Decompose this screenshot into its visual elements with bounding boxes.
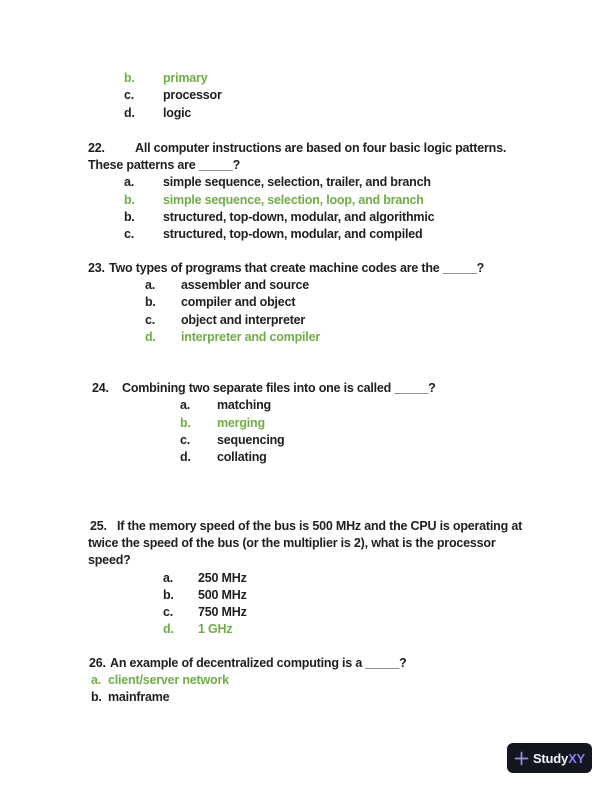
question-line — [88, 157, 572, 174]
question-text: All computer instructions are based on four basic logic patterns. — [135, 140, 507, 155]
question-number: 25. — [90, 518, 107, 533]
option-row — [88, 672, 572, 689]
option-letter: a. — [91, 673, 102, 688]
question-text: An example of decentralized computing is a _____? — [110, 655, 407, 670]
studyxy-logo-badge — [507, 743, 592, 773]
option-text: collating — [217, 450, 267, 465]
question-line — [88, 535, 572, 552]
option-letter: c. — [124, 88, 135, 103]
option-text: structured, top-down, modular, and compiled — [163, 227, 423, 242]
option-text: sequencing — [217, 433, 285, 448]
option-text: object and interpreter — [181, 312, 306, 327]
option-text: structured, top-down, modular, and algorithmic — [163, 210, 435, 225]
option-letter: b. — [124, 210, 135, 225]
option-text: mainframe — [108, 690, 170, 705]
option-row — [88, 226, 572, 243]
option-letter: b. — [124, 71, 135, 85]
option-text: 250 MHz — [198, 570, 247, 585]
quiz-content — [88, 0, 572, 707]
question-line — [88, 552, 572, 569]
option-letter: a. — [180, 398, 191, 413]
option-letter: c. — [180, 433, 191, 448]
question-text: If the memory speed of the bus is 500 MHz and the CPU is operating at — [117, 518, 523, 533]
option-row — [88, 621, 572, 638]
option-text: simple sequence, selection, trailer, and branch — [163, 175, 431, 190]
question-text: Two types of programs that create machine codes are the _____? — [109, 260, 485, 275]
question-line — [88, 518, 572, 535]
option-row — [88, 174, 572, 191]
option-letter: b. — [180, 415, 191, 430]
option-row — [88, 209, 572, 226]
question-text: speed? — [88, 553, 131, 568]
question-line — [88, 140, 572, 157]
question-number: 23. — [88, 260, 105, 275]
option-row — [88, 277, 572, 294]
option-row — [88, 449, 572, 466]
option-text: 1 GHz — [198, 622, 233, 637]
option-text: matching — [217, 398, 271, 413]
brand-wordmark — [533, 751, 585, 766]
plus-icon — [514, 751, 529, 766]
option-letter: c. — [163, 605, 174, 620]
option-text: simple sequence, selection, loop, and branch — [163, 192, 424, 207]
option-letter: b. — [91, 690, 102, 705]
option-row — [88, 312, 572, 329]
option-letter: d. — [163, 622, 174, 637]
option-text: compiler and object — [181, 295, 296, 310]
option-row — [88, 570, 572, 587]
option-row — [88, 397, 572, 414]
option-text: assembler and source — [181, 277, 310, 292]
option-row — [88, 105, 572, 122]
question-number: 26. — [89, 655, 106, 670]
option-text: 500 MHz — [198, 587, 247, 602]
option-letter: c. — [145, 312, 156, 327]
option-text: processor — [163, 88, 222, 103]
brand-study-text: Study — [532, 750, 569, 766]
option-row — [88, 689, 572, 706]
option-letter: a. — [145, 277, 156, 292]
option-text: primary — [163, 71, 208, 85]
question-line — [88, 260, 572, 277]
option-text: 750 MHz — [198, 605, 247, 620]
question-text: These patterns are _____? — [88, 158, 241, 173]
question-text: Combining two separate files into one is called _____? — [122, 381, 436, 396]
option-letter: d. — [145, 329, 156, 344]
option-text: client/server network — [108, 673, 229, 688]
option-row — [88, 192, 572, 209]
option-row — [88, 604, 572, 621]
option-text: logic — [163, 105, 192, 120]
option-letter: b. — [124, 192, 135, 207]
option-row — [88, 70, 572, 87]
question-number: 22. — [88, 140, 105, 155]
question-line — [88, 655, 572, 672]
question-text: twice the speed of the bus (or the multiplier is 2), what is the processor — [88, 535, 496, 550]
option-letter: c. — [124, 227, 135, 242]
brand-xy-text: XY — [568, 750, 586, 766]
option-row — [88, 415, 572, 432]
option-letter: a. — [124, 175, 135, 190]
question-number: 24. — [92, 381, 109, 396]
option-letter: b. — [163, 587, 174, 602]
option-letter: d. — [124, 105, 135, 120]
option-row — [88, 87, 572, 104]
question-line — [88, 380, 572, 397]
option-letter: d. — [180, 450, 191, 465]
option-text: interpreter and compiler — [181, 329, 320, 344]
option-row — [88, 329, 572, 346]
option-letter: a. — [163, 570, 174, 585]
option-letter: b. — [145, 295, 156, 310]
option-row — [88, 432, 572, 449]
option-row — [88, 587, 572, 604]
option-row — [88, 294, 572, 311]
option-text: merging — [217, 415, 265, 430]
